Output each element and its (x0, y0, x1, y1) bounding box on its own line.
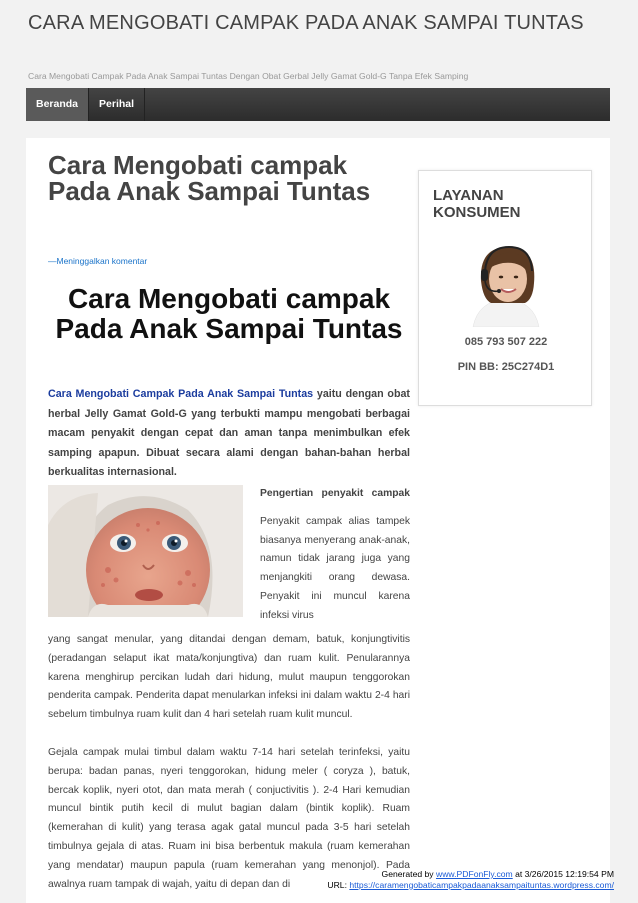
post-title[interactable]: Cara Mengobati campak Pada Anak Sampai Tuntas (48, 150, 371, 206)
url-label: URL: (327, 879, 350, 890)
customer-service-agent-icon (433, 241, 579, 327)
nav-item-perihal[interactable]: Perihal (89, 88, 145, 121)
url-line (327, 880, 614, 891)
site-tagline: Cara Mengobati Campak Pada Anak Sampai Tuntas Dengan Obat Gerbal Jelly Gamat Gold-G Tanpa Efek Samping (28, 71, 469, 81)
widget-title: LAYANAN KONSUMEN (433, 187, 521, 221)
paragraph-2: Gejala campak mulai timbul dalam waktu 7-14 hari setelah terinfeksi, yaitu berupa: badan panas, nyeri tenggorokan, hidung meler ( coryza ), batuk, bercak koplik, nyeri otot, dan mata merah ( conjuctivitis ). 2-4 Hari kemudian muncul bintik putih kecil di mulut bagian dalam (bintik koplik). Ruam (kemerahan di kulit) yang terasa agak gatal muncul pada 3-5 hari setelah timbulnya gejala di atas. Ruam ini bisa berbentuk makula (ruam kemerahan yang mendatar) maupun papula (ruam kemerahan yang menonjol). Pada awalnya ruam tampak di wajah, yaitu di depan dan di (48, 747, 410, 890)
phone-number: 085 793 507 222 (464, 336, 548, 348)
leave-comment-link[interactable]: —Meninggalkan komentar (48, 256, 148, 266)
pdfonfly-link[interactable]: www.PDFonFly.com (435, 869, 513, 879)
pdf-footer (327, 869, 614, 890)
main-nav (26, 88, 610, 121)
generated-suffix: at 3/26/2015 12:19:54 PM (512, 869, 614, 879)
article-heading: Cara Mengobati campak Pada Anak Sampai Tuntas (55, 283, 403, 344)
side-paragraph: Penyakit campak alias tampek biasanya menyerang anak-anak, namun tidak jarang juga yang menjangkiti orang dewasa. Penyakit ini muncul karena infeksi virus (260, 515, 410, 621)
paragraph-1: yang sangat menular, yang ditandai dengan demam, batuk, konjungtivitis (peradangan selaput ikat mata/konjungtiva) dan ruam kulit. Penularannya karena menghirup percikan ludah dari hidung, mulut maupun tenggorokan penderita campak. Penderita dapat menularkan infeksi ini dalam waktu 2-4 hari sebelum timbulnya ruam kulit dan 4 hari setelah ruam kulit muncul. (48, 634, 410, 721)
source-url-link[interactable]: https://caramengobaticampakpadaanaksampaituntas.wordpress.com/ (349, 879, 614, 890)
side-column (260, 485, 410, 635)
lead-paragraph (48, 385, 410, 483)
lead-text: yaitu dengan obat herbal Jelly Gamat Gold-G yang terbukti mampu mengobati berbagai macam penyakit dengan cepat dan aman tanpa menimbulkan efek samping apapun. Dibuat secara alami dengan bahan-bahan herbal berkualitas internasional. (48, 388, 410, 478)
generated-by-line (327, 869, 614, 880)
lead-link[interactable]: Cara Mengobati Campak Pada Anak Sampai Tuntas (48, 388, 314, 400)
customer-service-widget (418, 170, 592, 406)
child-measles-photo (48, 485, 243, 617)
site-title[interactable]: CARA MENGOBATI CAMPAK PADA ANAK SAMPAI TUNTAS (28, 12, 584, 34)
bb-pin: PIN BB: 25C274D1 (457, 361, 555, 373)
nav-item-beranda[interactable]: Beranda (26, 88, 89, 121)
generated-prefix: Generated by (381, 869, 436, 879)
child-photo-icon (48, 485, 243, 617)
section-heading: Pengertian penyakit campak (260, 488, 410, 499)
